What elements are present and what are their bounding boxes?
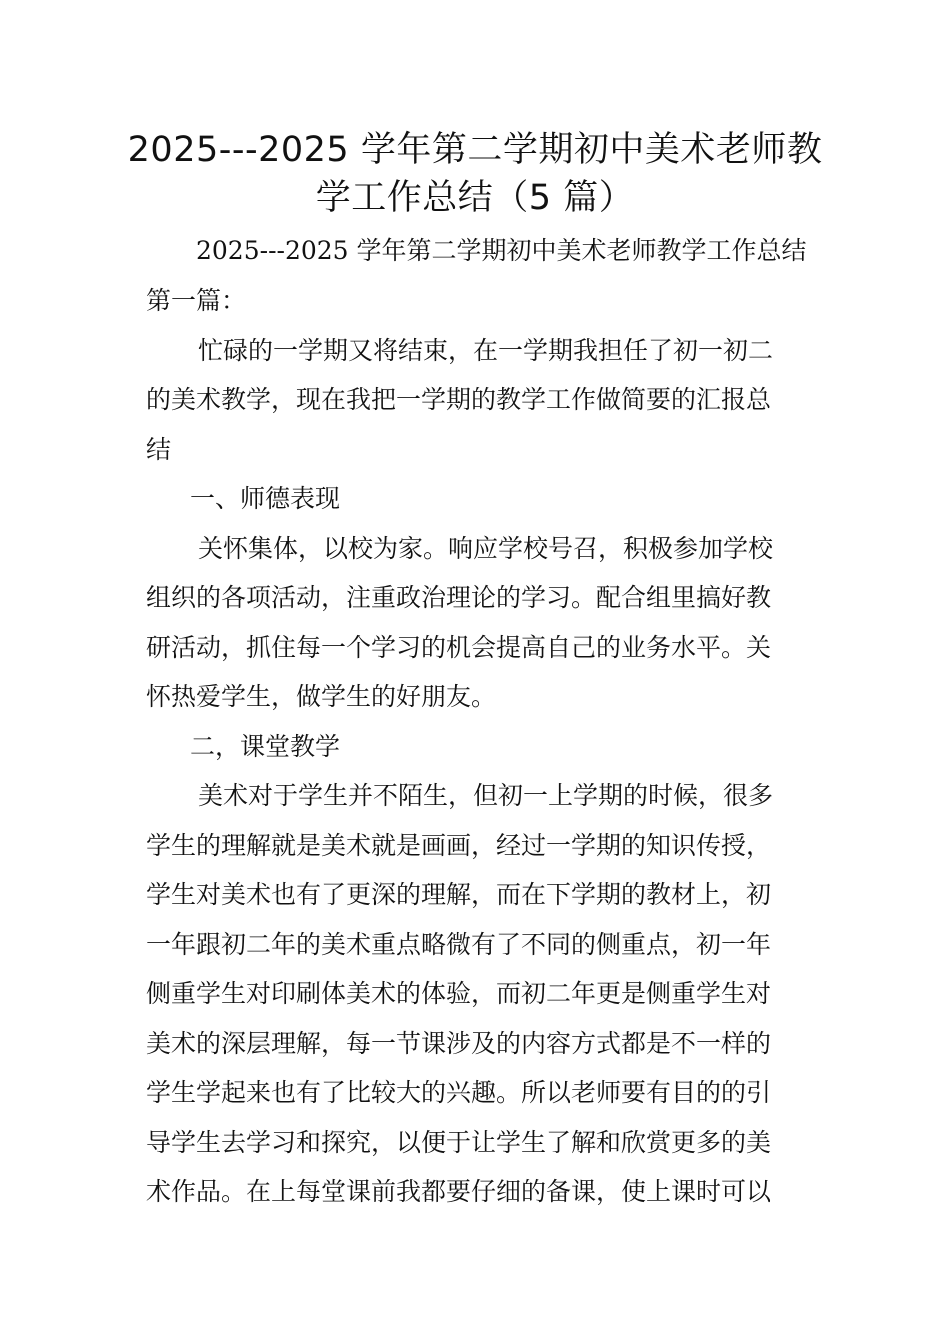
paragraph-line: 组织的各项活动，注重政治理论的学习。配合组里搞好教 <box>146 583 772 612</box>
document-title-line-2: 学工作总结（5 篇） <box>315 178 635 218</box>
paragraph-line: 侧重学生对印刷体美术的体验，而初二年更是侧重学生对 <box>146 979 772 1008</box>
paragraph-line: 关怀集体，以校为家。响应学校号召，积极参加学校 <box>198 534 774 563</box>
paragraph-line: 忙碌的一学期又将结束，在一学期我担任了初一初二 <box>198 336 774 365</box>
paragraph-line: 结 <box>146 435 172 464</box>
paragraph-line: 的美术教学，现在我把一学期的教学工作做简要的汇报总 <box>146 385 772 414</box>
paragraph-line: 美术的深层理解，每一节课涉及的内容方式都是不一样的 <box>146 1029 772 1058</box>
subtitle-line: 2025---2025 学年第二学期初中美术老师教学工作总结 <box>196 236 807 265</box>
paragraph-line: 怀热爱学生，做学生的好朋友。 <box>146 682 497 711</box>
section-heading: 一、师德表现 <box>190 484 341 513</box>
paragraph-line: 术作品。在上每堂课前我都要仔细的备课，使上课时可以 <box>146 1177 772 1206</box>
paragraph-line: 导学生去学习和探究，以便于让学生了解和欣赏更多的美 <box>146 1128 772 1157</box>
document-title-line-1: 2025---2025 学年第二学期初中美术老师教 <box>127 130 823 170</box>
section-label: 第一篇： <box>146 286 247 315</box>
section-heading: 二，课堂教学 <box>190 732 341 761</box>
paragraph-line: 美术对于学生并不陌生，但初一上学期的时候，很多 <box>198 781 774 810</box>
paragraph-line: 学生的理解就是美术就是画画，经过一学期的知识传授， <box>146 831 772 860</box>
paragraph-line: 学生对美术也有了更深的理解，而在下学期的教材上，初 <box>146 880 772 909</box>
paragraph-line: 学生学起来也有了比较大的兴趣。所以老师要有目的的引 <box>146 1078 772 1107</box>
paragraph-line: 研活动，抓住每一个学习的机会提高自己的业务水平。关 <box>146 633 772 662</box>
paragraph-line: 一年跟初二年的美术重点略微有了不同的侧重点，初一年 <box>146 930 772 959</box>
